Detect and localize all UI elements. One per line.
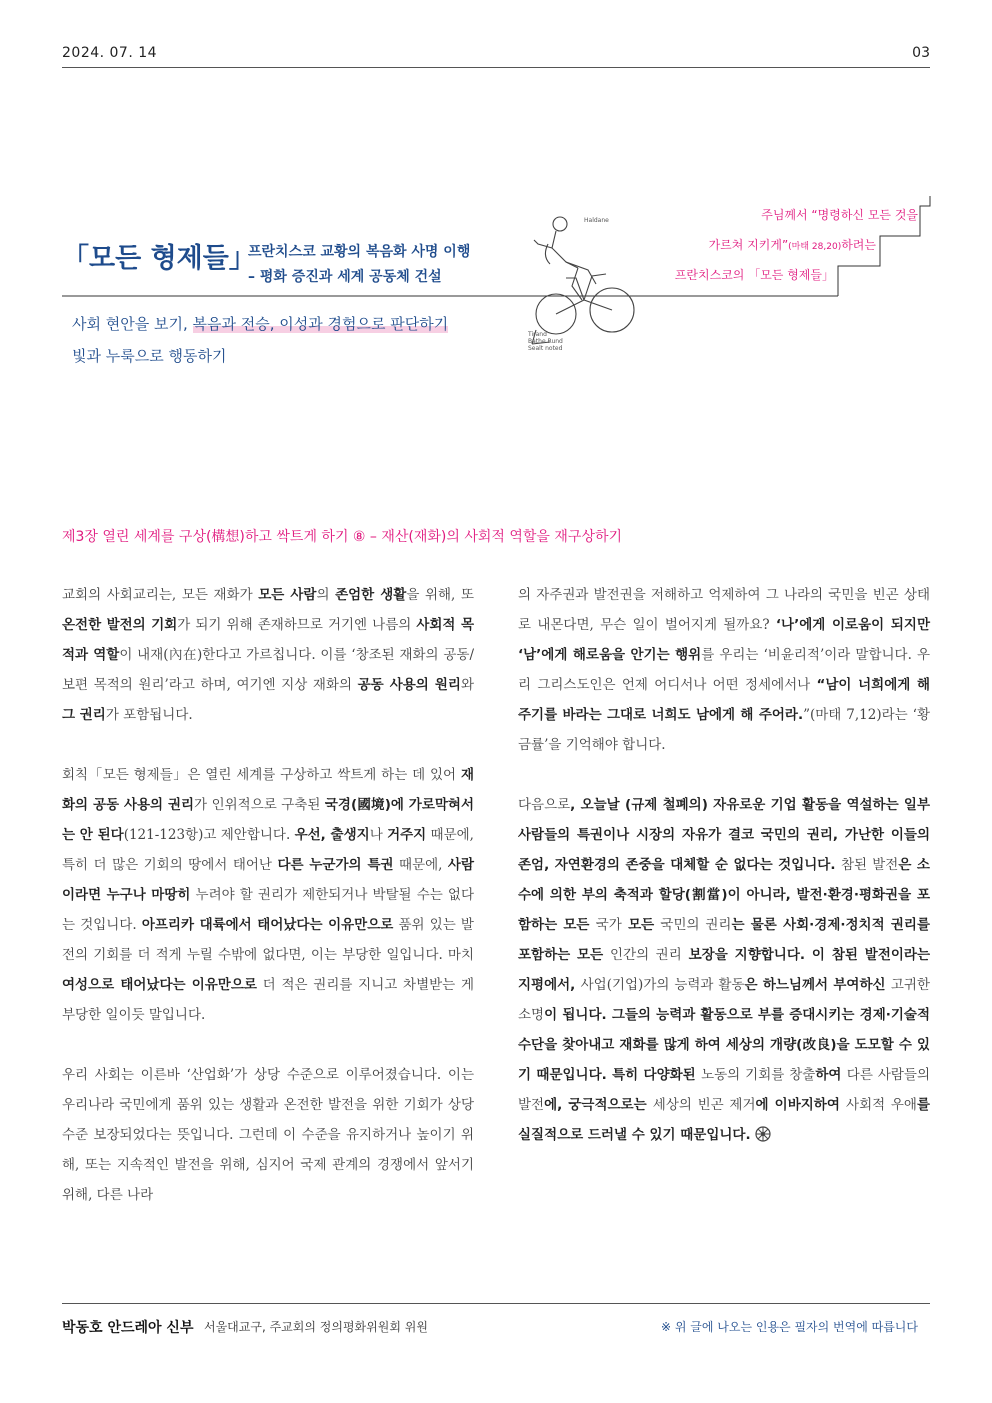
tagline-part: 사회 현안을 보기, [72,315,193,333]
author-name: 박동호 안드레아 신부 [62,1320,194,1336]
series-title: 「모든 형제들」 [62,243,256,274]
series-subtitle-line1: 프란치스코 교황의 복음화 사명 이행 [248,244,471,260]
issue-date: 2024. 07. 14 [62,45,158,61]
emphasis-text: 사람이라면 누구나 마땅히 [62,857,475,903]
emphasis-text: 여성으로 태어났다는 이유만으로 [62,977,257,993]
emphasis-text: 그 권리 [62,707,106,723]
body-text: 회칙「모든 형제들」은 열린 세계를 구상하고 싹트게 하는 데 있어 [62,767,461,783]
author-affiliation: 서울대교구, 주교회의 정의평화위원회 위원 [204,1320,428,1334]
quote-line2-a: 가르쳐 지키게” [708,238,789,252]
paragraph-5-text [518,797,930,1143]
body-text: 의 [316,587,336,603]
emphasis-text: 를 실질적으로 드러낼 수 있기 때문입니다. [518,1097,931,1143]
article-column-left [62,580,474,1210]
svg-text:Sealt noted: Sealt noted [528,345,563,352]
body-text: ”(마태 7,12)라는 ‘황금률’을 기억해야 합니다. [518,707,930,753]
body-text: 노동의 기회를 창출 [701,1067,816,1083]
emphasis-text: 우선, 출생지 [294,827,370,843]
body-text: 때문에, 특히 더 많은 기회의 땅에서 태어난 [62,827,474,873]
paragraph-3: 우리 사회는 이른바 ‘산업화’가 상당 수준으로 이루어졌습니다. 이는 우리나라 국민에게 품위 있는 생활과 온전한 발전을 위한 기회가 상당 수준 보장되었다는 뜻입니다. 그런데 이 수준을 유지하거나 높이기 위해, 또는 지속적인 발전을 위해, 심지어 국제 관계의 경쟁에서 앞서기 위해, 다른 나라 [62,1067,474,1203]
emphasis-text: 온전한 발전의 기회 [62,617,178,633]
paragraph-2 [62,760,474,1030]
emphasis-text: “남이 너희에게 해 주기를 바라는 그대로 너희도 남에게 해 주어라. [518,677,930,723]
body-text: 가 인위적으로 구축된 [194,797,325,813]
body-text: 사업(기업)가의 능력과 활동 [580,977,745,993]
body-text: 세상의 빈곤 제거 [652,1097,756,1113]
emphasis-text: 아프리카 대륙에서 태어났다는 이유만으로 [141,917,394,933]
quote-line2 [709,236,876,253]
svg-text:Bathe Rund: Bathe Rund [528,338,563,345]
emphasis-text: 이 됩니다. 그들의 능력과 활동으로 부를 증대시키는 경제·기술적 수단을 찾아내고 재화를 많게 하여 세상의 개량(改良)을 도모할 수 있기 때문입니다. 특히 다양화된 [518,1007,930,1083]
body-text: 국민의 권리 [660,917,732,933]
svg-text:Haldane: Haldane [584,217,609,224]
quote-reference: (마태 28,20) [788,242,842,252]
body-text: 더 적은 권리를 지니고 차별받는 게 부당한 일이듯 말입니다. [62,977,474,1023]
translation-note: ※ 위 글에 나오는 인용은 필자의 번역에 따릅니다 [660,1320,918,1334]
tagline-highlight: 복음과 전승, 이성과 경험으로 판단하기 [192,315,449,333]
paragraph-4 [518,580,930,760]
body-text: 다른 사람들의 발전 [518,1067,930,1113]
emphasis-text: 보장을 지향합니다. 이 참된 발전이라는 지평에서, [518,947,931,993]
tagline-line2: 빛과 누룩으로 행동하기 [72,347,227,365]
body-text: (121-123항)고 제안합니다. [123,827,295,843]
chapter-heading: 제3장 열린 세계를 구상(構想)하고 싹트게 하기 ⑧ – 재산(재화)의 사회적 역할을 재구상하기 [62,529,623,545]
quote-line2-b: 하려는 [841,238,876,252]
emphasis-text: 국경(國境)에 가로막혀서는 안 된다 [62,797,475,843]
cyclist-sketch-icon [526,204,642,354]
emphasis-text: 공동 사용의 원리 [357,677,461,693]
emphasis-text: 에, 궁극적으로는 [544,1097,653,1113]
body-text: 의 자주권과 발전권을 저해하고 억제하여 그 나라의 국민을 빈곤 상태로 내몬다면, 무슨 일이 벌어지게 될까요? [518,587,930,633]
page-number: 03 [912,45,930,61]
body-text: 와 [460,677,474,693]
emphasis-text: 사회적 목적과 역할 [62,617,474,663]
body-text: 가 되기 위해 존재하므로 거기엔 나름의 [177,617,417,633]
body-text: 교회의 사회교리는, 모든 재화가 [62,587,259,603]
header-divider [62,67,930,68]
quote-line3: 프란치스코의 「모든 형제들」 [674,268,834,282]
body-text: 나 [369,827,388,843]
body-text: 품위 있는 발전의 기회를 더 적게 누릴 수밖에 없다면, 이는 부당한 일입니다. 마치 [62,917,474,963]
body-text: 사회적 우애 [846,1097,917,1113]
body-text: 를 우리는 ‘비윤리적’이라 말합니다. 우리 그리스도인은 언제 어디서나 어떤 정세에서나 [518,647,930,693]
emphasis-text: 존엄한 생활 [335,587,407,603]
emphasis-text: ‘나’에게 이로움이 되지만 ‘남’에게 해로움을 안기는 행위 [518,617,930,663]
emphasis-text: 재화의 공동 사용의 권리 [62,767,474,813]
article-column-right [518,580,930,1150]
body-text: 누려야 할 권리가 제한되거나 박탈될 수는 없다는 것입니다. [62,887,474,933]
quote-line1: 주님께서 “명령하신 모든 것을 [761,208,918,222]
body-text: 참된 발전 [841,857,899,873]
body-text: 고귀한 소명 [518,977,930,1023]
svg-text:Tirand: Tirand [528,331,547,338]
body-text: 인간의 권리 [610,947,682,963]
tagline-line1 [72,313,448,334]
emphasis-text: 하여 [815,1067,847,1083]
emphasis-text: 은 하느님께서 부여하신 [744,977,891,993]
paragraph-1 [62,580,474,730]
body-text: 이 내재(內在)한다고 가르칩니다. 이를 ‘창조된 재화의 공동/보편 목적의 원리’라고 하며, 여기엔 지상 재화의 [62,647,474,693]
footer-divider [62,1303,930,1304]
body-text: 때문에, [393,857,448,873]
emphasis-text: 모든 [621,917,661,933]
body-text: 국가 [595,917,622,933]
emphasis-text: 모든 사람 [258,587,317,603]
wheel-ornament-icon [755,1126,771,1142]
body-text: 다음으로 [518,797,571,813]
emphasis-text: 다른 누군가의 특권 [277,857,394,873]
emphasis-text: 거주지 [387,827,427,843]
series-subtitle-line2: – 평화 증진과 세계 공동체 건설 [248,269,442,285]
emphasis-text: 는 물론 사회·경제·정치적 권리를 포함하는 모든 [518,917,931,963]
emphasis-text: 에 이바지하여 [755,1097,847,1113]
body-text: 을 위해, 또 [406,587,474,603]
paragraph-5 [518,790,930,1150]
emphasis-text: , 오늘날 (규제 철폐의) 자유로운 기업 활동을 역설하는 일부 사람들의 특권이나 시장의 자유가 결코 국민의 권리, 가난한 이들의 존엄, 자연환경의 존중을 대체할 순 없다는 것입니다. [518,797,930,873]
body-text: 가 포함됩니다. [105,707,193,723]
emphasis-text: 은 소수에 의한 부의 축적과 할당(割當)이 아니라, 발전·환경·평화권을 포함하는 모든 [518,857,930,933]
